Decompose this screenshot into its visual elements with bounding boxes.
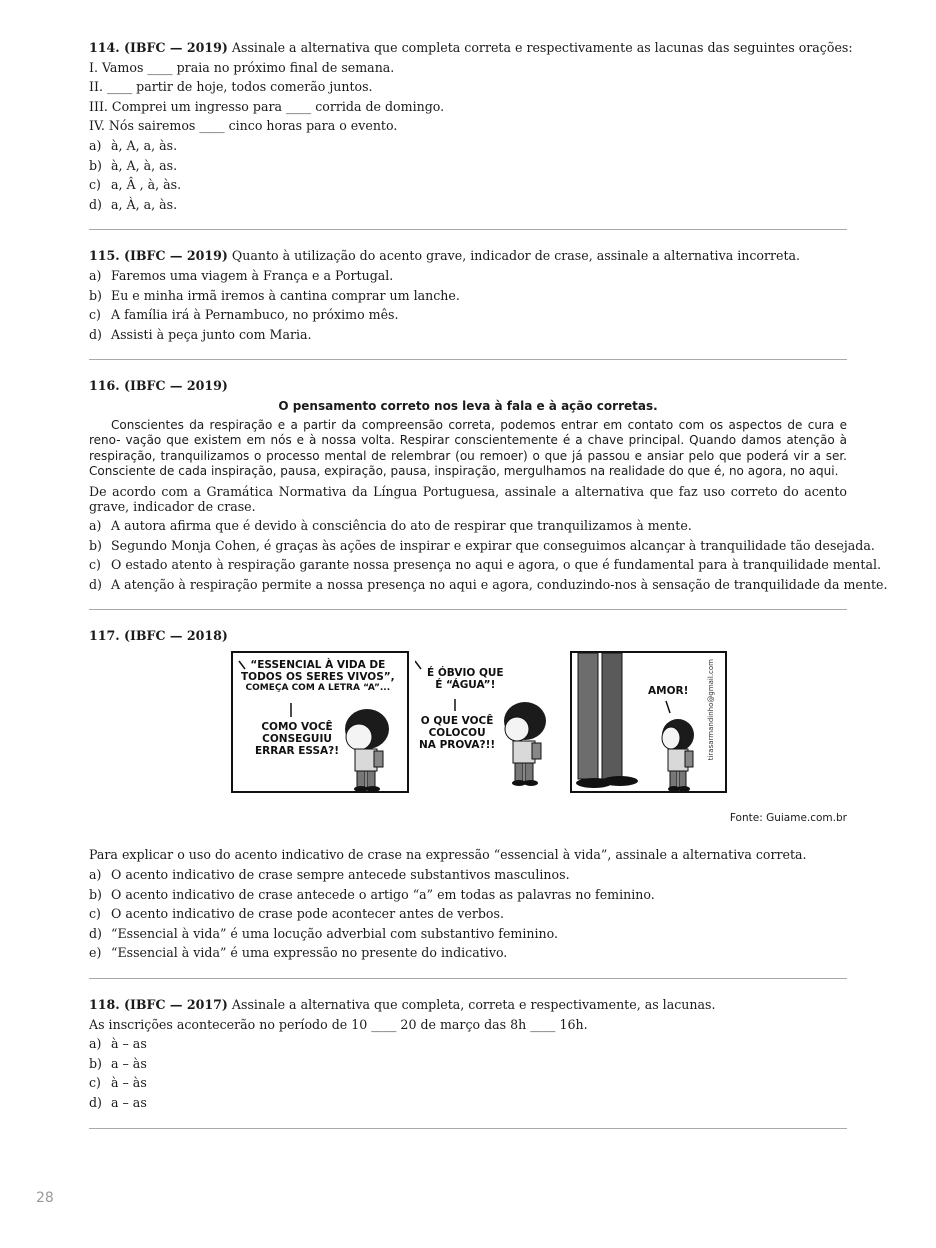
option-text: à, A, a, às. — [111, 137, 178, 153]
question-number: 115. (IBFC — 2019) — [89, 248, 228, 264]
reading-text-title: O pensamento correto nos leva à fala e à ação corretas. — [278, 398, 658, 413]
divider — [89, 1128, 847, 1129]
option-letter: b) — [89, 1055, 102, 1071]
speech-line: COMEÇA COM A LETRA “A”... — [245, 682, 391, 693]
image-source: Fonte: Guiame.com.br — [729, 811, 847, 824]
option-letter: a) — [89, 1036, 102, 1052]
option-text: a – as — [111, 1095, 147, 1110]
speech-line: ERRAR ESSA?! — [255, 744, 340, 757]
option-c[interactable] — [89, 555, 881, 575]
question-114 — [89, 38, 853, 214]
option-letter: b) — [89, 287, 102, 303]
sentence-iii: III. Comprei um ingresso para ____ corrida de domingo. — [89, 98, 445, 114]
page-number: 28 — [36, 1190, 54, 1206]
option-b[interactable] — [89, 286, 847, 306]
option-letter: d) — [89, 576, 102, 592]
option-letter: b) — [89, 537, 102, 553]
option-a[interactable] — [89, 516, 847, 536]
reading-text-body: Conscientes da respiração e a partir da compreensão correta, podemos entrar em contato com os aspectos de cura e reno- vação que existem em nós e à nossa volta. Respirar conscientemente é a chave principal. Quando damos atenção à respiração, tranquilizamos o processo mental de relembrar (ou remoer) o que já passou e ansiar pelo que poderá vir a ser. Consciente de cada inspiração, pausa, expiração, pausa, inspiração, mergulhamos na realidade do que é, no agora, no aqui. — [89, 417, 847, 479]
question-prompt: Quanto à utilização do acento grave, indicador de crase, assinale a alternativa incorreta. — [231, 248, 801, 264]
option-b[interactable] — [89, 536, 875, 556]
speech-balloon — [427, 667, 504, 691]
option-d[interactable] — [89, 325, 847, 345]
option-d[interactable] — [89, 195, 847, 215]
option-d[interactable] — [89, 1093, 847, 1113]
question-prompt: De acordo com a Gramática Normativa da Língua Portuguesa, assinale a alternativa que faz uso correto do acento grave, indicador de crase. — [89, 483, 847, 515]
question-number: 118. (IBFC — 2017) — [89, 997, 228, 1013]
question-number: 114. (IBFC — 2019) — [89, 40, 228, 55]
speech-line: CONSEGUIU — [262, 732, 332, 745]
question-prompt-line — [89, 995, 847, 1015]
option-c[interactable] — [89, 904, 847, 924]
divider — [89, 978, 847, 979]
option-c[interactable] — [89, 1073, 847, 1093]
option-a[interactable] — [89, 1034, 847, 1054]
option-text: O acento indicativo de crase antecede o artigo “a” em todas as palavras no feminino. — [111, 886, 655, 902]
divider — [89, 359, 847, 360]
speech-line: TODOS OS SERES VIVOS”, — [241, 670, 395, 683]
question-prompt: Para explicar o uso do acento indicativo de crase na expressão “essencial à vida”, assinale a alternativa correta. — [89, 847, 807, 863]
comic-watermark: tirasarmandinho@gmail.com — [707, 658, 716, 761]
speech-line: É ÓBVIO QUE — [427, 666, 504, 679]
option-text: Segundo Monja Cohen, é graças às ações de inspirar e expirar que conseguimos alcançar à tranquilidade tão desejada. — [111, 537, 875, 553]
option-b[interactable] — [89, 156, 847, 176]
option-letter: d) — [89, 196, 102, 212]
sentence-ii: II. ____ partir de hoje, todos comerão juntos. — [89, 79, 373, 95]
option-d[interactable] — [89, 575, 888, 595]
question-prompt: Assinale a alternativa que completa, correta e respectivamente, as lacunas. — [231, 997, 716, 1013]
sentence-iv: IV. Nós sairemos ____ cinco horas para o evento. — [89, 118, 398, 134]
option-text: à – às — [111, 1075, 147, 1091]
comic-panel-2 — [415, 651, 565, 797]
option-text: a, À, a, às. — [111, 196, 178, 212]
option-text: A atenção à respiração permite a nossa presença no aqui e agora, conduzindo-nos à sensação de tranquilidade da mente. — [111, 576, 888, 592]
option-text: O estado atento à respiração garante nossa presença no aqui e agora, o que é fundamental para à tranquilidade mental. — [111, 557, 881, 573]
speech-balloon — [419, 715, 495, 751]
option-e[interactable] — [89, 943, 847, 963]
comic-panel-1 — [231, 651, 409, 793]
option-d[interactable] — [89, 924, 847, 944]
option-text: Eu e minha irmã iremos à cantina comprar um lanche. — [111, 287, 460, 303]
option-a[interactable] — [89, 266, 847, 286]
question-115 — [89, 246, 847, 344]
speech-line: “ESSENCIAL À VIDA DE — [250, 658, 386, 671]
question-number: 117. (IBFC — 2018) — [89, 628, 228, 644]
option-a[interactable] — [89, 865, 847, 885]
option-a[interactable] — [89, 136, 847, 156]
option-text: Faremos uma viagem à França e a Portugal. — [111, 267, 394, 283]
option-text: à, A, à, as. — [111, 157, 178, 173]
option-letter: a) — [89, 137, 102, 153]
speech-line: COMO VOCÊ — [261, 720, 333, 733]
question-116 — [89, 376, 888, 594]
option-text: à – as — [111, 1036, 147, 1052]
option-letter: d) — [89, 925, 102, 941]
question-prompt-line — [89, 246, 847, 266]
speech-line: O QUE VOCÊ — [420, 714, 494, 727]
option-letter: d) — [89, 1095, 102, 1110]
option-letter: b) — [89, 886, 102, 902]
question-sentence: As inscrições acontecerão no período de 10 ____ 20 de março das 8h ____ 16h. — [89, 1016, 588, 1032]
option-letter: b) — [89, 157, 102, 173]
speech-line: COLOCOU — [428, 726, 486, 739]
option-letter: e) — [89, 945, 102, 961]
question-prompt: Assinale a alternativa que completa correta e respectivamente as lacunas das seguintes orações: — [231, 40, 853, 55]
option-text: A autora afirma que é devido à consciência do ato de respirar que tranquilizamos à mente. — [111, 517, 692, 533]
option-text: a, Â , à, às. — [111, 177, 182, 193]
divider — [89, 229, 847, 230]
sentence-i: I. Vamos ____ praia no próximo final de semana. — [89, 59, 395, 75]
page-content — [89, 38, 888, 1145]
option-text: O acento indicativo de crase sempre antecede substantivos masculinos. — [111, 867, 570, 883]
question-118 — [89, 995, 847, 1113]
option-letter: c) — [89, 307, 101, 323]
option-b[interactable] — [89, 885, 847, 905]
option-text: A família irá à Pernambuco, no próximo mês. — [111, 307, 399, 323]
option-text: O acento indicativo de crase pode acontecer antes de verbos. — [111, 906, 504, 922]
comic-panel-3 — [570, 651, 727, 793]
option-letter: c) — [89, 1075, 101, 1091]
option-letter: c) — [89, 906, 101, 922]
option-text: Assisti à peça junto com Maria. — [111, 326, 312, 342]
option-c[interactable] — [89, 305, 847, 325]
divider — [89, 609, 847, 610]
comic-strip — [231, 651, 727, 797]
question-number: 116. (IBFC — 2019) — [89, 378, 228, 394]
option-text: “Essencial à vida” é uma locução adverbial com substantivo feminino. — [111, 925, 558, 941]
question-prompt-line — [89, 38, 853, 58]
option-letter: a) — [89, 867, 102, 883]
option-text: “Essencial à vida” é uma expressão no presente do indicativo. — [111, 945, 508, 961]
option-letter: a) — [89, 267, 102, 283]
option-b[interactable] — [89, 1054, 847, 1074]
question-117 — [89, 626, 847, 963]
option-c[interactable] — [89, 175, 847, 195]
option-text: a – às — [111, 1055, 147, 1071]
speech-line: NA PROVA?!! — [419, 738, 496, 751]
speech-balloon — [241, 659, 395, 694]
option-letter: c) — [89, 177, 101, 193]
speech-balloon — [255, 721, 339, 757]
option-letter: d) — [89, 326, 102, 342]
speech-balloon: AMOR! — [648, 684, 689, 697]
option-letter: c) — [89, 557, 101, 573]
speech-line: É “ÁGUA”! — [435, 678, 496, 691]
option-letter: a) — [89, 517, 102, 533]
